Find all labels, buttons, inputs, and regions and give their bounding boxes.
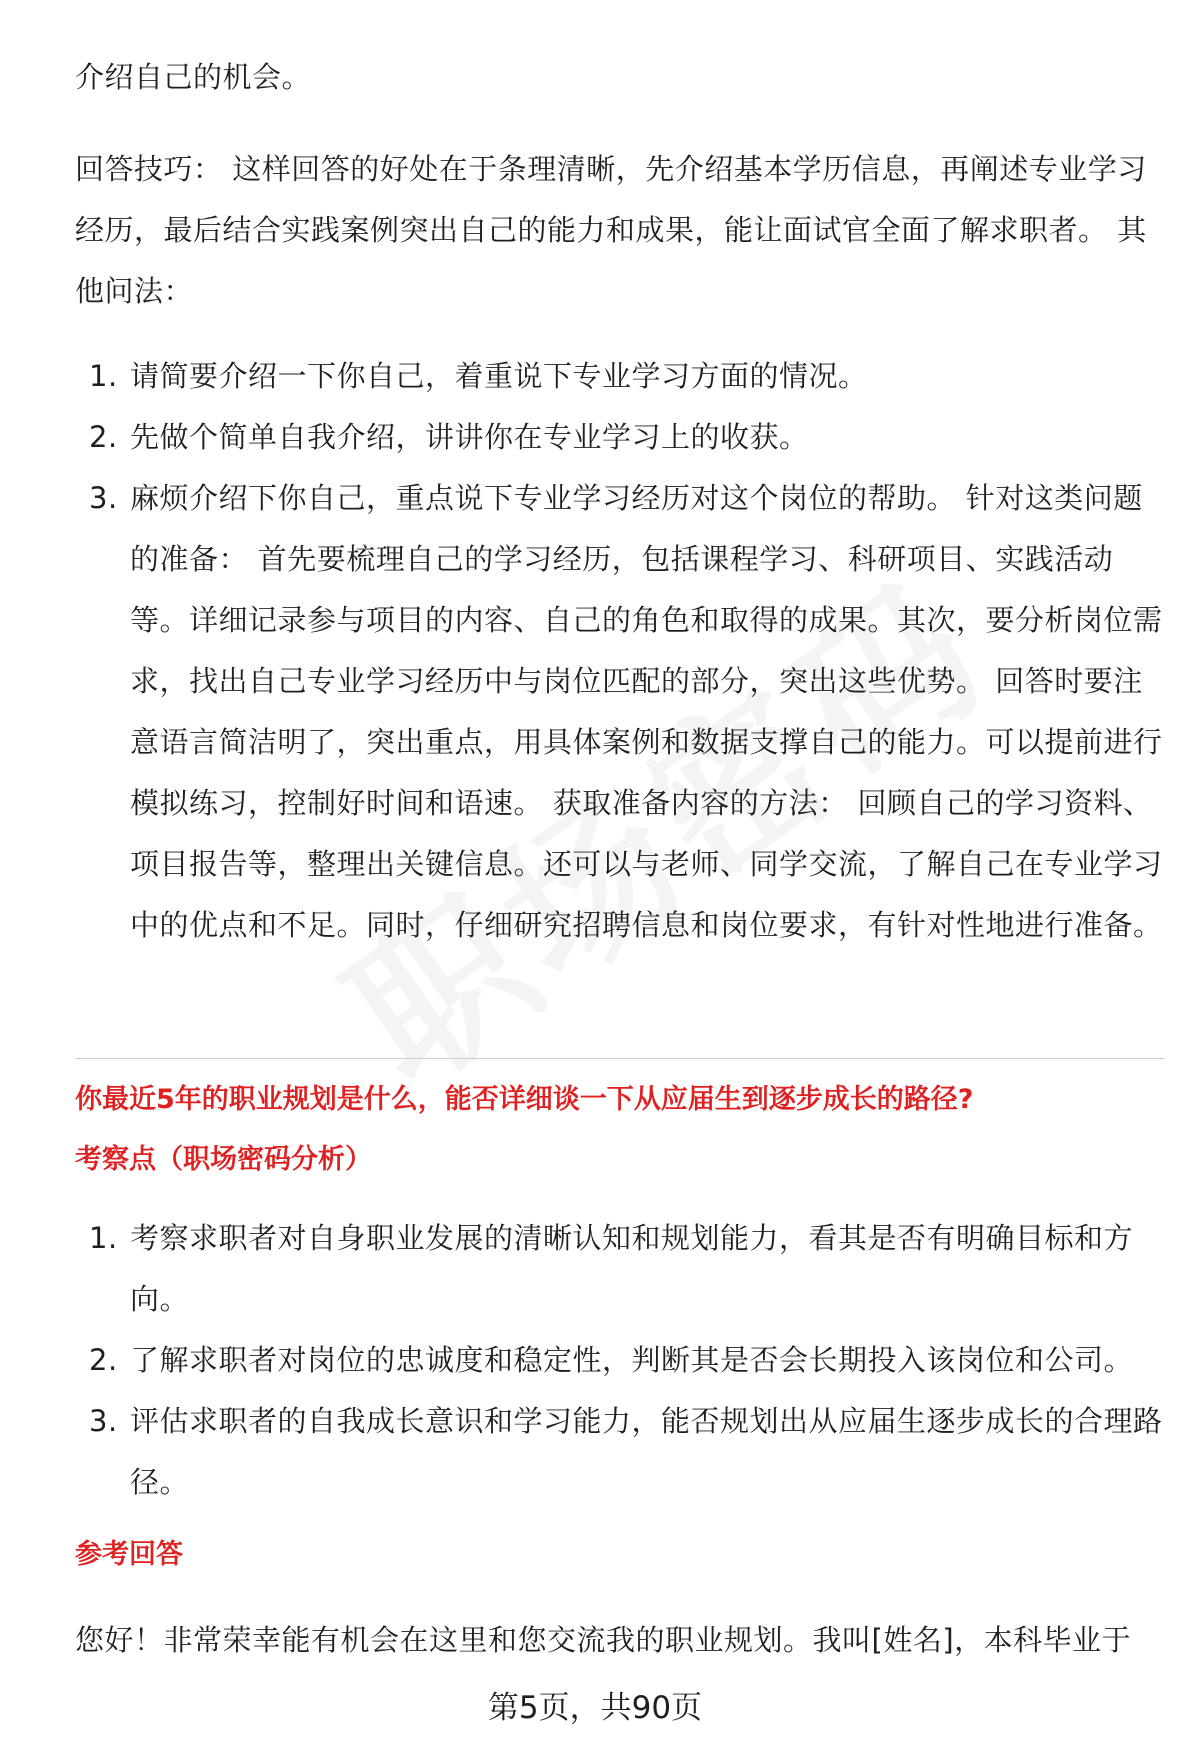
list-item: [75, 468, 1165, 956]
list-item-text: 麻烦介绍下你自己，重点说下专业学习经历对这个岗位的帮助。 针对这类问题的准备： 首先要梳理自己的学习经历，包括课程学习、科研项目、实践活动等。详细记录参与项目的内容、自己的角色和取得的成果。其次，要分析岗位需求，找出自己专业学习经历中与岗位匹配的部分，突出这些优势。 回答时要注意语言简洁明了，突出重点，用具体案例和数据支撑自己的能力。可以提前进行模拟练习，控制好时间和语速。 获取准备内容的方法： 回顾自己的学习资料、项目报告等，整理出关键信息。还可以与老师、同学交流，了解自己在专业学习中的优点和不足。同时，仔细研究招聘信息和岗位要求，有针对性地进行准备。: [130, 481, 1163, 942]
intro-tail-text: 介绍自己的机会。: [75, 60, 312, 94]
list-number: 1.: [89, 1221, 118, 1255]
question-heading: 你最近5年的职业规划是什么，能否详细谈一下从应届生到逐步成长的路径?: [75, 1084, 974, 1115]
list-number: 2.: [89, 1343, 118, 1377]
list-item: [75, 1391, 1165, 1513]
answer-paragraph: 您好！非常荣幸能有机会在这里和您交流我的职业规划。我叫[姓名]，本科毕业于: [75, 1623, 1132, 1657]
reference-answer-heading: 参考回答: [75, 1539, 183, 1570]
list-number: 2.: [89, 420, 118, 454]
list-number: 3.: [89, 1404, 118, 1438]
list-item-text: 考察求职者对自身职业发展的清晰认知和规划能力，看其是否有明确目标和方向。: [130, 1221, 1134, 1316]
tips-paragraph: 回答技巧： 这样回答的好处在于条理清晰，先介绍基本学历信息，再阐述专业学习经历，最后结合实践案例突出自己的能力和成果，能让面试官全面了解求职者。 其他问法：: [75, 152, 1147, 308]
assessment-points-list: [75, 1208, 1165, 1513]
alt-questions-list: [75, 346, 1165, 956]
list-item-text: 评估求职者的自我成长意识和学习能力，能否规划出从应届生逐步成长的合理路径。: [130, 1404, 1163, 1499]
list-item-text: 了解求职者对岗位的忠诚度和稳定性，判断其是否会长期投入该岗位和公司。: [130, 1343, 1134, 1377]
list-item: [75, 346, 1165, 407]
list-number: 1.: [89, 359, 118, 393]
list-item: [75, 1208, 1165, 1330]
list-number: 3.: [89, 481, 118, 515]
list-item-text: 请简要介绍一下你自己，着重说下专业学习方面的情况。: [130, 359, 868, 393]
page-number-footer: 第5页，共90页: [487, 1690, 703, 1726]
list-item: [75, 407, 1165, 468]
list-item: [75, 1330, 1165, 1391]
list-item-text: 先做个简单自我介绍，讲讲你在专业学习上的收获。: [130, 420, 809, 454]
assessment-point-heading: 考察点（职场密码分析）: [75, 1144, 372, 1175]
section-divider: [75, 1058, 1165, 1059]
